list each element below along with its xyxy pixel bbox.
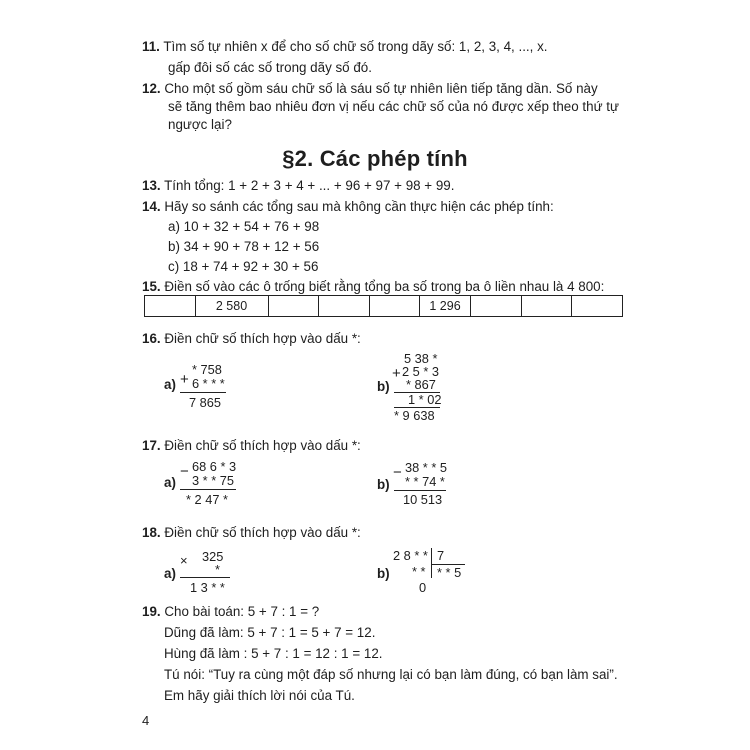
problem-text: Điền chữ số thích hợp vào dấu *: (164, 331, 361, 346)
sub-label: b) (377, 566, 390, 581)
result-row: 1 3 * * (190, 580, 225, 595)
problem-number: 18. (142, 525, 161, 540)
problem-text: Điền chữ số thích hợp vào dấu *: (164, 525, 361, 540)
problem-11-line1 (142, 38, 548, 55)
dividend: 2 8 * * (393, 548, 428, 563)
subtrahend-row: * * 74 * (405, 474, 445, 489)
grid-cell (268, 296, 319, 317)
problem-12-line1 (142, 80, 598, 97)
number-grid (144, 295, 623, 317)
problem-text: Hãy so sánh các tổng sau mà không cần thực hiện các phép tính: (164, 199, 554, 214)
problem-13 (142, 177, 454, 194)
sub-label: b) (377, 477, 390, 492)
problem-number: 11. (142, 39, 160, 54)
problem-16 (142, 330, 361, 347)
result-row: 7 865 (189, 395, 222, 410)
plus-sign: + (180, 371, 189, 388)
sum-line (180, 392, 226, 393)
remainder: 0 (419, 580, 427, 595)
problem-12-line2: sẽ tăng thêm bao nhiêu đơn vị nếu các chữ số của nó được xếp theo thứ tự (168, 99, 619, 114)
problem-number: 17. (142, 438, 161, 453)
grid-cell: 2 580 (195, 296, 268, 317)
problem-number: 15. (142, 279, 161, 294)
problem-19-line4: Em hãy giải thích lời nói của Tú. (164, 688, 355, 703)
grid-cell: 1 296 (420, 296, 471, 317)
subtraction-row: * * (412, 564, 426, 579)
plus-sign: + (392, 365, 401, 382)
multiplicand-row: 325 (202, 549, 224, 564)
problem-15 (142, 278, 604, 295)
multiplier-row: * (215, 562, 220, 577)
problem-text: Cho một số gồm sáu chữ số là sáu số tự nhiên liên tiếp tăng dần. Số này (164, 81, 598, 96)
minus-sign: − (393, 464, 402, 481)
problem-14 (142, 198, 554, 215)
difference-line (394, 490, 446, 491)
sub-label: b) (377, 379, 390, 394)
minuend-row: 38 * * 5 (405, 460, 447, 475)
quotient: * * 5 (437, 565, 462, 580)
divisor: 7 (437, 548, 445, 563)
product-line (180, 577, 230, 578)
problem-text: Tìm số tự nhiên x để cho số chữ số trong dãy số: 1, 2, 3, 4, ..., x. (163, 39, 548, 54)
problem-12-line3: ngược lại? (168, 117, 232, 132)
problem-14-a: a) 10 + 32 + 54 + 76 + 98 (168, 219, 320, 234)
result-row: 10 513 (403, 492, 443, 507)
minus-sign: − (180, 463, 189, 480)
times-sign: × (180, 553, 188, 568)
problem-14-b: b) 34 + 90 + 78 + 12 + 56 (168, 239, 320, 254)
problem-text: Cho bài toán: 5 + 7 : 1 = ? (164, 604, 320, 619)
addend-row: * 867 (406, 377, 436, 392)
problem-19-line3: Tú nói: “Tuy ra cùng một đáp số nhưng lại có bạn làm đúng, có bạn làm sai”. (164, 667, 618, 682)
minuend-row: 68 6 * 3 (192, 459, 237, 474)
addend-row: 6 * * * (192, 376, 225, 391)
addend-row: * 758 (192, 362, 222, 377)
grid-cell (471, 296, 522, 317)
addend-row: 5 38 * (404, 351, 438, 366)
problem-text: Điền số vào các ô trống biết rằng tổng ba số trong ba ô liền nhau là 4 800: (164, 279, 605, 294)
problem-text: Điền chữ số thích hợp vào dấu *: (164, 438, 361, 453)
page-number: 4 (142, 713, 150, 728)
problem-17 (142, 437, 361, 454)
grid-cell (572, 296, 623, 317)
grid-cell (145, 296, 196, 317)
problem-number: 12. (142, 81, 161, 96)
addend-row: 1 * 02 (408, 392, 442, 407)
sub-label: a) (164, 377, 176, 392)
difference-line (180, 489, 236, 490)
grid-cell (521, 296, 572, 317)
grid-cell (369, 296, 420, 317)
result-row: * 2 47 * (186, 492, 228, 507)
grid-cell (319, 296, 370, 317)
division-bar (431, 548, 432, 578)
problem-number: 13. (142, 178, 161, 193)
problem-18 (142, 524, 361, 541)
addend-row: 2 5 * 3 (402, 364, 439, 379)
problem-11-line2: gấp đôi số các số trong dãy số đó. (168, 60, 372, 75)
sub-label: a) (164, 566, 176, 581)
problem-19-line2: Hùng đã làm : 5 + 7 : 1 = 12 : 1 = 12. (164, 646, 383, 661)
problem-14-c: c) 18 + 74 + 92 + 30 + 56 (168, 259, 319, 274)
sub-label: a) (164, 475, 176, 490)
problem-text: Tính tổng: 1 + 2 + 3 + 4 + ... + 96 + 97 + 98 + 99. (164, 178, 455, 193)
problem-number: 16. (142, 331, 161, 346)
problem-number: 19. (142, 604, 161, 619)
result-row: * 9 638 (394, 408, 435, 423)
problem-19 (142, 603, 319, 620)
subtrahend-row: 3 * * 75 (192, 473, 234, 488)
section-title: §2. Các phép tính (282, 146, 468, 171)
problem-number: 14. (142, 199, 161, 214)
problem-19-line1: Dũng đã làm: 5 + 7 : 1 = 5 + 7 = 12. (164, 625, 376, 640)
